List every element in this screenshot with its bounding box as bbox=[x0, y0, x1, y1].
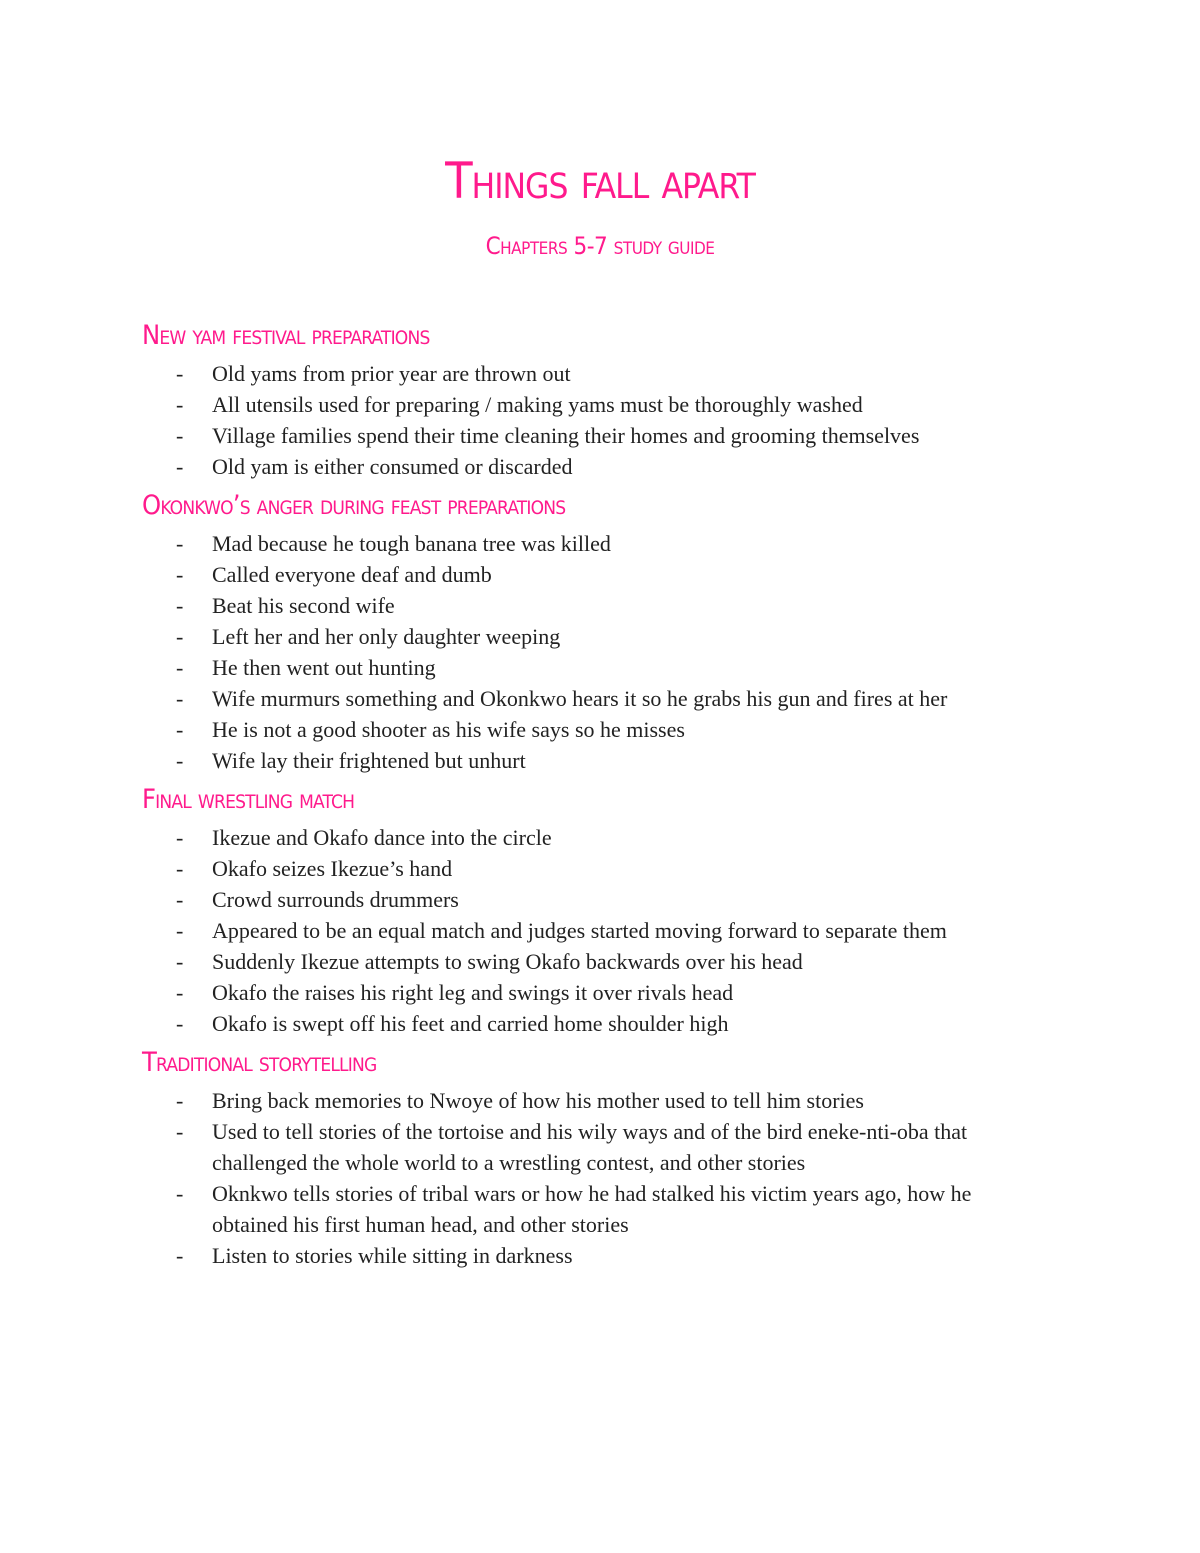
list-item bbox=[142, 528, 1042, 559]
list-item bbox=[142, 1085, 1042, 1116]
list-item bbox=[142, 559, 1042, 590]
bullet-dash: - bbox=[176, 717, 184, 742]
list-item-text: Appeared to be an equal match and judges started moving forward to separate them bbox=[212, 918, 947, 943]
list-item-text: Suddenly Ikezue attempts to swing Okafo backwards over his head bbox=[212, 949, 803, 974]
bullet-dash: - bbox=[176, 655, 184, 680]
list-item-text: Ikezue and Okafo dance into the circle bbox=[212, 825, 552, 850]
bullet-dash: - bbox=[176, 825, 184, 850]
section-heading: Traditional storytelling bbox=[142, 1047, 377, 1078]
list-item bbox=[142, 745, 1042, 776]
bullet-dash: - bbox=[176, 887, 184, 912]
list-item bbox=[142, 652, 1042, 683]
section-heading: Okonkwo’s anger during feast preparations bbox=[142, 490, 566, 521]
bullet-dash: - bbox=[176, 1119, 184, 1144]
list-item-text: Okafo seizes Ikezue’s hand bbox=[212, 856, 453, 881]
list-item-text: Called everyone deaf and dumb bbox=[212, 562, 492, 587]
list-item bbox=[142, 822, 1042, 853]
bullet-dash: - bbox=[176, 562, 184, 587]
bullet-dash: - bbox=[176, 423, 184, 448]
list-item-text: He is not a good shooter as his wife says so he misses bbox=[212, 717, 685, 742]
bullet-dash: - bbox=[176, 593, 184, 618]
list-item bbox=[142, 451, 1042, 482]
document-body bbox=[142, 314, 1042, 1273]
list-item-text: Left her and her only daughter weeping bbox=[212, 624, 561, 649]
list-item-text: Old yam is either consumed or discarded bbox=[212, 454, 573, 479]
list-item bbox=[142, 884, 1042, 915]
bullet-dash: - bbox=[176, 1088, 184, 1113]
bullet-dash: - bbox=[176, 1011, 184, 1036]
list-item-text: Okafo the raises his right leg and swings it over rivals head bbox=[212, 980, 734, 1005]
page-title: Things fall apart bbox=[445, 152, 755, 210]
bullet-list bbox=[142, 528, 1042, 776]
list-item-text: Used to tell stories of the tortoise and his wily ways and of the bird eneke-nti-oba that challenged the whole world to a wrestling contest, and other stories bbox=[212, 1119, 968, 1175]
list-item-text: Wife murmurs something and Okonkwo hears it so he grabs his gun and fires at her bbox=[212, 686, 948, 711]
bullet-dash: - bbox=[176, 531, 184, 556]
bullet-dash: - bbox=[176, 361, 184, 386]
list-item bbox=[142, 1178, 1042, 1240]
bullet-dash: - bbox=[176, 949, 184, 974]
list-item bbox=[142, 590, 1042, 621]
list-item bbox=[142, 915, 1042, 946]
list-item bbox=[142, 621, 1042, 652]
section-heading: New yam festival preparations bbox=[142, 320, 430, 351]
bullet-dash: - bbox=[176, 856, 184, 881]
bullet-dash: - bbox=[176, 392, 184, 417]
list-item bbox=[142, 1008, 1042, 1039]
list-item-text: He then went out hunting bbox=[212, 655, 436, 680]
list-item bbox=[142, 389, 1042, 420]
list-item bbox=[142, 977, 1042, 1008]
list-item-text: Bring back memories to Nwoye of how his mother used to tell him stories bbox=[212, 1088, 864, 1113]
bullet-list bbox=[142, 358, 1042, 482]
list-item bbox=[142, 420, 1042, 451]
list-item-text: Old yams from prior year are thrown out bbox=[212, 361, 571, 386]
list-item bbox=[142, 1240, 1042, 1271]
page-subtitle: Chapters 5-7 study guide bbox=[485, 232, 715, 260]
bullet-dash: - bbox=[176, 1243, 184, 1268]
bullet-list bbox=[142, 822, 1042, 1039]
list-item bbox=[142, 683, 1042, 714]
section-heading: Final wrestling match bbox=[142, 784, 355, 815]
list-item-text: Village families spend their time cleaning their homes and grooming themselves bbox=[212, 423, 920, 448]
bullet-dash: - bbox=[176, 980, 184, 1005]
bullet-dash: - bbox=[176, 686, 184, 711]
list-item-text: Mad because he tough banana tree was killed bbox=[212, 531, 611, 556]
list-item-text: All utensils used for preparing / making yams must be thoroughly washed bbox=[212, 392, 863, 417]
list-item-text: Crowd surrounds drummers bbox=[212, 887, 459, 912]
list-item-text: Wife lay their frightened but unhurt bbox=[212, 748, 526, 773]
list-item bbox=[142, 946, 1042, 977]
bullet-dash: - bbox=[176, 624, 184, 649]
bullet-dash: - bbox=[176, 1181, 184, 1206]
bullet-dash: - bbox=[176, 918, 184, 943]
list-item-text: Beat his second wife bbox=[212, 593, 395, 618]
list-item-text: Listen to stories while sitting in darkness bbox=[212, 1243, 573, 1268]
bullet-dash: - bbox=[176, 454, 184, 479]
list-item-text: Oknkwo tells stories of tribal wars or how he had stalked his victim years ago, how he obtained his first human head, and other stories bbox=[212, 1181, 972, 1237]
bullet-list bbox=[142, 1085, 1042, 1271]
list-item bbox=[142, 1116, 1042, 1178]
list-item-text: Okafo is swept off his feet and carried home shoulder high bbox=[212, 1011, 729, 1036]
list-item bbox=[142, 358, 1042, 389]
list-item bbox=[142, 714, 1042, 745]
bullet-dash: - bbox=[176, 748, 184, 773]
list-item bbox=[142, 853, 1042, 884]
